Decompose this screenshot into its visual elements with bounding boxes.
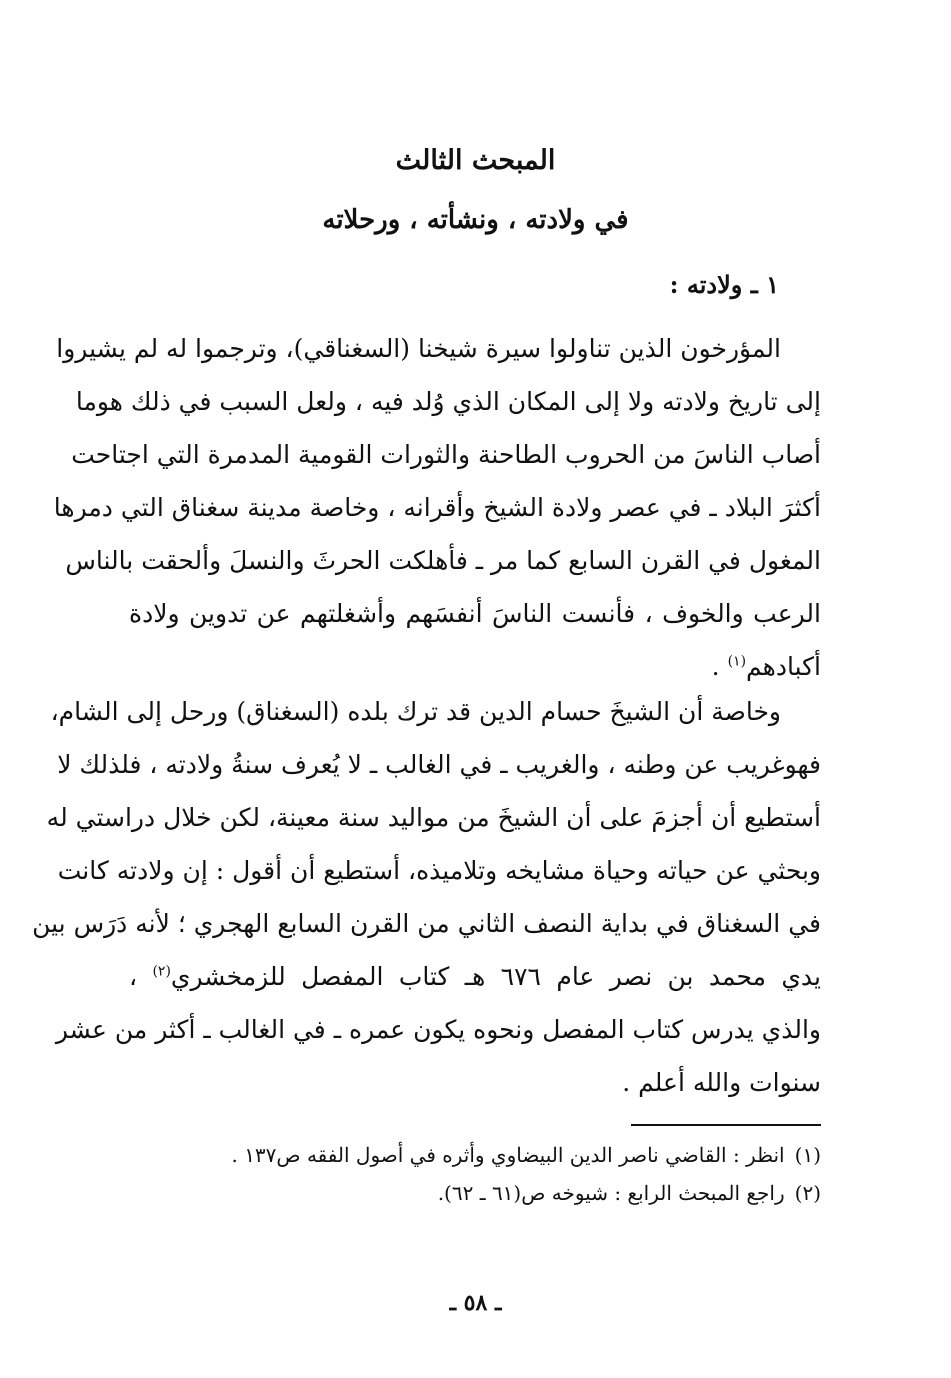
text-line: فهوغريب عن وطنه ، والغريب ـ في الغالب ـ لا يُعرف سنةُ ولادته ، فلذلك لا bbox=[57, 750, 821, 779]
text-line: أستطيع أن أجزمَ على أن الشيخَ من مواليد سنة معينة، لكن خلال دراستي له bbox=[46, 803, 821, 832]
text-line: المؤرخون الذين تناولوا سيرة شيخنا (السغناقي)، وترجموا له لم يشيروا bbox=[56, 334, 781, 363]
text-line: الرعب والخوف ، فأنست الناسَ أنفسَهم وأشغلتهم عن تدوين ولادة bbox=[129, 599, 821, 628]
text-line: في السغناق في بداية النصف الثاني من القرن السابع الهجري ؛ لأنه دَرَس بين bbox=[32, 909, 821, 938]
paragraph-2 bbox=[32, 685, 822, 1109]
text-line bbox=[129, 950, 821, 1003]
footnote-text: انظر : القاضي ناصر الدين البيضاوي وأثره في أصول الفقه ص١٣٧ . bbox=[231, 1143, 785, 1167]
text-fragment: أكبادهم bbox=[746, 652, 821, 681]
page-number: ـ ٥٨ ـ bbox=[449, 1290, 502, 1316]
paragraph-1 bbox=[53, 322, 821, 693]
text-line: سنوات والله أعلم . bbox=[622, 1068, 821, 1097]
chapter-title: المبحث الثالث bbox=[395, 145, 556, 176]
footnote-ref-1[interactable]: (١) bbox=[727, 653, 747, 670]
footnote-number: (٢) bbox=[794, 1181, 821, 1205]
section-heading: ١ ـ ولادته : bbox=[669, 270, 779, 299]
footnote-ref-2[interactable]: (٢) bbox=[152, 963, 171, 980]
footnote-item bbox=[121, 1174, 821, 1212]
footnote-item bbox=[121, 1136, 821, 1174]
text-line: المغول في القرن السابع كما مر ـ فأهلكت الحرثَ والنسلَ وألحقت بالناس bbox=[65, 546, 821, 575]
text-line: أكثرَ البلاد ـ في عصر ولادة الشيخ وأقرانه ، وخاصة مدينة سغناق التي دمرها bbox=[53, 493, 821, 522]
footnote-divider bbox=[631, 1124, 821, 1126]
footnotes bbox=[121, 1136, 821, 1212]
text-line: أصاب الناسَ من الحروب الطاحنة والثورات القومية المدمرة التي اجتاحت bbox=[71, 440, 821, 469]
text-fragment: . bbox=[711, 652, 728, 681]
chapter-subtitle: في ولادته ، ونشأته ، ورحلاته bbox=[322, 205, 629, 235]
text-line: وخاصة أن الشيخَ حسام الدين قد ترك بلده (السغناق) ورحل إلى الشام، bbox=[50, 697, 781, 726]
text-line: إلى تاريخ ولادته ولا إلى المكان الذي وُلد فيه ، ولعل السبب في ذلك هوما bbox=[75, 387, 821, 416]
footnote-text: راجع المبحث الرابع : شيوخه ص(٦١ ـ ٦٢). bbox=[437, 1181, 785, 1205]
footnote-number: (١) bbox=[794, 1143, 821, 1167]
text-line: والذي يدرس كتاب المفصل ونحوه يكون عمره ـ في الغالب ـ أكثر من عشر bbox=[55, 1015, 821, 1044]
text-fragment: يدي محمد بن نصر عام ٦٧٦ هـ كتاب المفصل للزمخشري bbox=[170, 962, 822, 991]
text-fragment: ، bbox=[129, 962, 153, 991]
text-line: وبحثي عن حياته وحياة مشايخه وتلاميذه، أستطيع أن أقول : إن ولادته كانت bbox=[57, 856, 821, 885]
